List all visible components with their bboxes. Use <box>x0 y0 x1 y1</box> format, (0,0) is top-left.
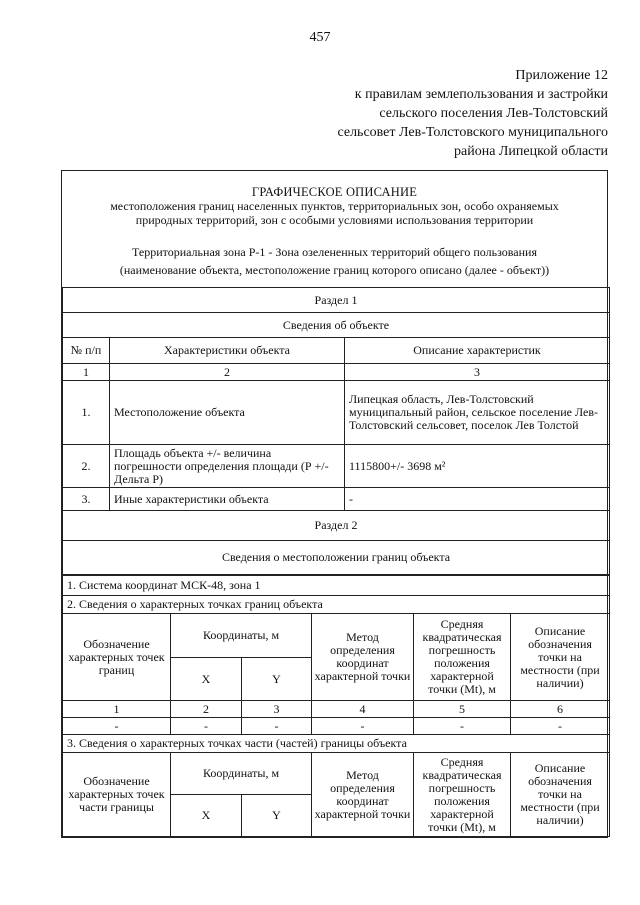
col-header-coordinates: Координаты, м <box>171 753 312 795</box>
col-number: 3 <box>345 364 610 381</box>
col-header-description: Описание характеристик <box>345 338 610 364</box>
form-subtitle-line-2: природных территорий, зон с особыми условиями использования территории <box>135 213 534 227</box>
appendix-line: сельского поселения Лев-Толстовский <box>379 106 608 121</box>
form-title: ГРАФИЧЕСКОЕ ОПИСАНИЕ <box>251 185 418 199</box>
section2-table <box>62 575 610 837</box>
col-header-designation-parts: Обозначение характерных точек части границы <box>63 753 171 837</box>
section1-title: Раздел 1 <box>63 288 610 313</box>
col-header-characteristics: Характеристики объекта <box>110 338 345 364</box>
appendix-line: сельсовет Лев-Толстовского муниципального <box>337 125 608 140</box>
col-number: 3 <box>242 701 312 718</box>
empty-cell: - <box>511 718 610 735</box>
col-number: 1 <box>63 701 171 718</box>
col-number: 5 <box>414 701 511 718</box>
col-number: 2 <box>171 701 242 718</box>
section2-subtitle: Сведения о местоположении границ объекта <box>63 541 610 575</box>
empty-cell: - <box>171 718 242 735</box>
parts-section-title: 3. Сведения о характерных точках части (частей) границы объекта <box>63 735 610 753</box>
col-number: 2 <box>110 364 345 381</box>
row-name: Площадь объекта +/- величина погрешности определения площади (Р +/- Дельта Р) <box>110 445 345 488</box>
col-header-designation: Обозначение характерных точек границ <box>63 614 171 701</box>
row-name: Иные характеристики объекта <box>110 488 345 511</box>
zone-note: (наименование объекта, местоположение границ которого описано (далее - объект)) <box>119 263 550 277</box>
appendix-block <box>188 66 608 161</box>
empty-cell: - <box>242 718 312 735</box>
graphic-description-form <box>61 170 608 838</box>
col-header-error: Средняя квадратическая погрешность положения характерной точки (Mt), м <box>414 753 511 837</box>
row-value: 1115800+/- 3698 м² <box>345 445 610 488</box>
table-row <box>63 718 610 735</box>
form-subtitle-line-1: местоположения границ населенных пунктов, территориальных зон, особо охраняемых <box>110 199 559 213</box>
col-number: 4 <box>312 701 414 718</box>
table-row <box>63 381 610 445</box>
table-row <box>63 445 610 488</box>
col-header-error: Средняя квадратическая погрешность положения характерной точки (Mt), м <box>414 614 511 701</box>
section1-subtitle: Сведения об объекте <box>63 313 610 338</box>
appendix-line: Приложение 12 <box>515 68 608 83</box>
section2-title: Раздел 2 <box>63 511 610 541</box>
col-number: 6 <box>511 701 610 718</box>
col-header-point-description: Описание обозначения точки на местности (при наличии) <box>511 753 610 837</box>
section1-table <box>62 287 610 575</box>
row-num: 3. <box>63 488 110 511</box>
page-number: 457 <box>309 30 331 45</box>
zone-name: Территориальная зона Р-1 - Зона озелененных территорий общего пользования <box>132 245 537 259</box>
row-num: 1. <box>63 381 110 445</box>
col-header-point-description: Описание обозначения точки на местности (при наличии) <box>511 614 610 701</box>
col-header-x: X <box>171 795 242 837</box>
row-value: - <box>345 488 610 511</box>
coordinate-system: 1. Система координат МСК-48, зона 1 <box>63 576 610 596</box>
row-name: Местоположение объекта <box>110 381 345 445</box>
appendix-line: района Липецкой области <box>454 144 608 159</box>
col-header-num: № п/п <box>63 338 110 364</box>
col-header-coordinates: Координаты, м <box>171 614 312 658</box>
col-header-method: Метод определения координат характерной точки <box>312 614 414 701</box>
appendix-line: к правилам землепользования и застройки <box>354 87 608 102</box>
col-header-method: Метод определения координат характерной точки <box>312 753 414 837</box>
col-number: 1 <box>63 364 110 381</box>
col-header-y: Y <box>242 795 312 837</box>
row-value: Липецкая область, Лев-Толстовский муниципальный район, сельское поселение Лев-Толстовский сельсовет, поселок Лев Толстой <box>345 381 610 445</box>
row-num: 2. <box>63 445 110 488</box>
empty-cell: - <box>312 718 414 735</box>
table-row <box>63 488 610 511</box>
empty-cell: - <box>414 718 511 735</box>
points-section-title: 2. Сведения о характерных точках границ объекта <box>63 596 610 614</box>
col-header-y: Y <box>242 658 312 701</box>
form-header <box>62 171 607 287</box>
empty-cell: - <box>63 718 171 735</box>
col-header-x: X <box>171 658 242 701</box>
